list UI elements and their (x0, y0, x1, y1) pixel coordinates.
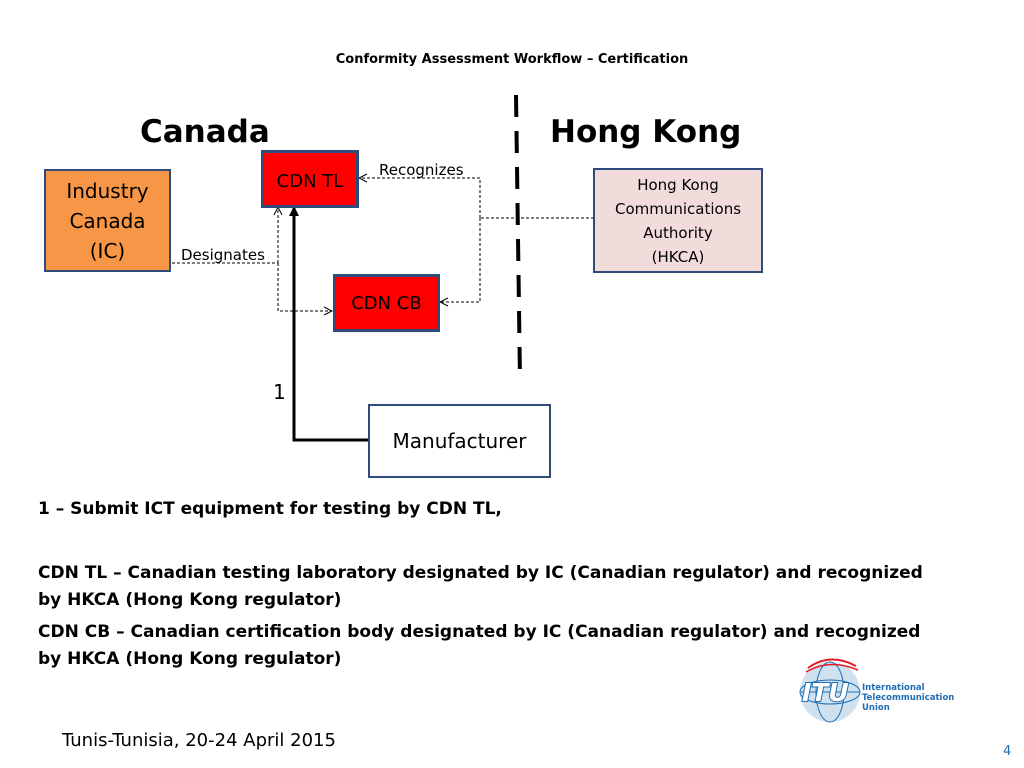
node-cdn-tl: CDN TL (261, 150, 359, 208)
region-label-canada: Canada (140, 114, 270, 150)
recognizes-arrow-to-tl (359, 178, 480, 218)
slide-title: Conformity Assessment Workflow – Certification (335, 52, 689, 67)
designates-arrow-to-cb (278, 263, 332, 311)
edge-label-designates: Designates (181, 246, 265, 264)
note-cdn-cb: CDN CB – Canadian certification body designated by IC (Canadian regulator) and recognized by HKCA (Hong Kong regulator) (38, 622, 921, 669)
note-step-1: 1 – Submit ICT equipment for testing by CDN TL, (38, 499, 502, 519)
footer-date-location: Tunis-Tunisia, 20-24 April 2015 (62, 730, 336, 751)
node-hkca: Hong Kong Communications Authority (HKCA) (593, 168, 763, 273)
edge-label-step-1: 1 (273, 380, 286, 404)
itu-logo-abbr: ITU (802, 678, 849, 707)
border-divider-line (516, 95, 520, 380)
note-cdn-tl: CDN TL – Canadian testing laboratory designated by IC (Canadian regulator) and recognized by HKCA (Hong Kong regulator) (38, 563, 923, 610)
node-manufacturer: Manufacturer (368, 404, 551, 478)
edge-label-recognizes: Recognizes (379, 161, 464, 179)
node-cdn-cb: CDN CB (333, 274, 440, 332)
itu-logo-name: International Telecommunication Union (862, 683, 955, 713)
itu-logo (798, 656, 978, 728)
recognizes-arrow-to-cb (440, 218, 480, 302)
node-industry-canada: Industry Canada (IC) (44, 169, 171, 272)
region-label-hong-kong: Hong Kong (550, 114, 742, 150)
page-number: 4 (1003, 744, 1012, 759)
